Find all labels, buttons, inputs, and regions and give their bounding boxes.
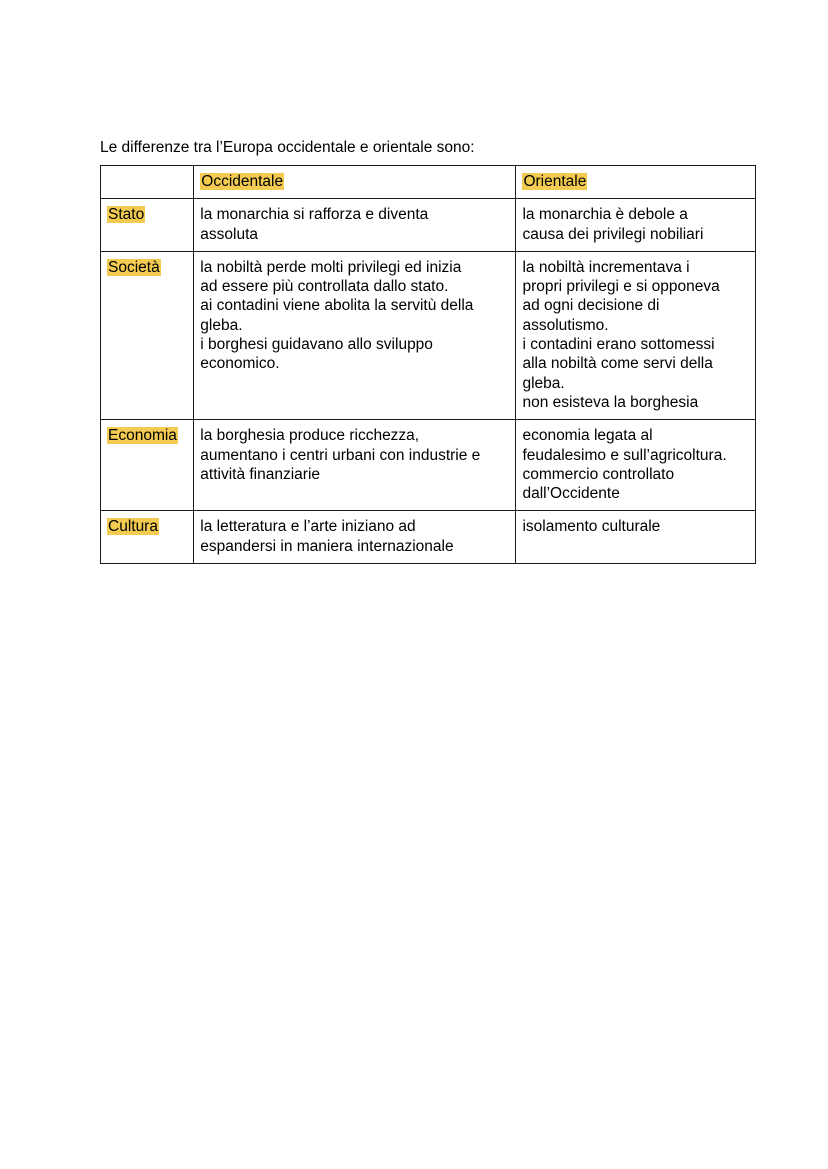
- east-text-line: isolamento culturale: [522, 518, 661, 536]
- east-text-line: alla nobiltà come servi della: [522, 355, 713, 373]
- table-row: [101, 199, 756, 252]
- west-text-line: gleba.: [200, 316, 243, 334]
- header-cell-west: [194, 166, 516, 199]
- east-text-line: causa dei privilegi nobiliari: [522, 225, 704, 243]
- row-label-cell: [101, 420, 194, 511]
- header-west-label: Occidentale: [201, 173, 284, 190]
- west-cell: [194, 251, 516, 419]
- west-text-line: assoluta: [200, 225, 258, 243]
- east-cell: [516, 420, 756, 511]
- east-cell: [516, 511, 756, 564]
- east-text-line: propri privilegi e si opponeva: [522, 278, 720, 296]
- west-text-line: la letteratura e l’arte iniziano ad: [200, 518, 416, 536]
- west-text-line: espandersi in maniera internazionale: [200, 537, 454, 555]
- row-label-cell: [101, 511, 194, 564]
- table-row: [101, 420, 756, 511]
- header-east-label: Orientale: [523, 173, 587, 190]
- west-text-line: ad essere più controllata dallo stato.: [200, 278, 449, 296]
- west-cell: [194, 420, 516, 511]
- east-text-line: la monarchia è debole a: [522, 206, 688, 224]
- east-text-line: dall’Occidente: [522, 485, 620, 503]
- west-text-line: attività finanziarie: [200, 465, 321, 483]
- east-text-line: i contadini erano sottomessi: [522, 336, 715, 354]
- east-cell: [516, 251, 756, 419]
- header-cell-empty: [101, 166, 194, 199]
- west-text-line: ai contadini viene abolita la servitù della: [200, 297, 474, 315]
- comparison-table: [100, 165, 756, 564]
- header-cell-east: [516, 166, 756, 199]
- row-label-cell: [101, 199, 194, 252]
- east-text-line: commercio controllato: [522, 465, 675, 483]
- table-row: [101, 511, 756, 564]
- row-label: Società: [108, 258, 160, 276]
- east-text-line: non esisteva la borghesia: [522, 393, 699, 411]
- east-text-line: la nobiltà incrementava i: [522, 258, 690, 276]
- table-header-row: [101, 166, 756, 199]
- east-cell: [516, 199, 756, 252]
- row-label: Stato: [108, 206, 145, 224]
- row-label: Cultura: [108, 518, 158, 536]
- east-text-line: feudalesimo e sull’agricoltura.: [522, 446, 727, 464]
- west-text-line: i borghesi guidavano allo sviluppo: [200, 336, 433, 354]
- east-text-line: economia legata al: [522, 427, 653, 445]
- row-label-cell: [101, 251, 194, 419]
- table-row: [101, 251, 756, 419]
- west-text-line: la borghesia produce ricchezza,: [200, 427, 420, 445]
- west-text-line: la monarchia si rafforza e diventa: [200, 206, 429, 224]
- west-text-line: la nobiltà perde molti privilegi ed inizia: [200, 258, 462, 276]
- east-text-line: assolutismo.: [522, 316, 609, 334]
- row-label: Economia: [108, 427, 177, 445]
- west-cell: [194, 199, 516, 252]
- intro-text: Le differenze tra l’Europa occidentale e orientale sono:: [100, 138, 475, 156]
- east-text-line: gleba.: [522, 374, 565, 392]
- west-text-line: economico.: [200, 355, 280, 373]
- west-text-line: aumentano i centri urbani con industrie e: [200, 446, 481, 464]
- west-cell: [194, 511, 516, 564]
- east-text-line: ad ogni decisione di: [522, 297, 660, 315]
